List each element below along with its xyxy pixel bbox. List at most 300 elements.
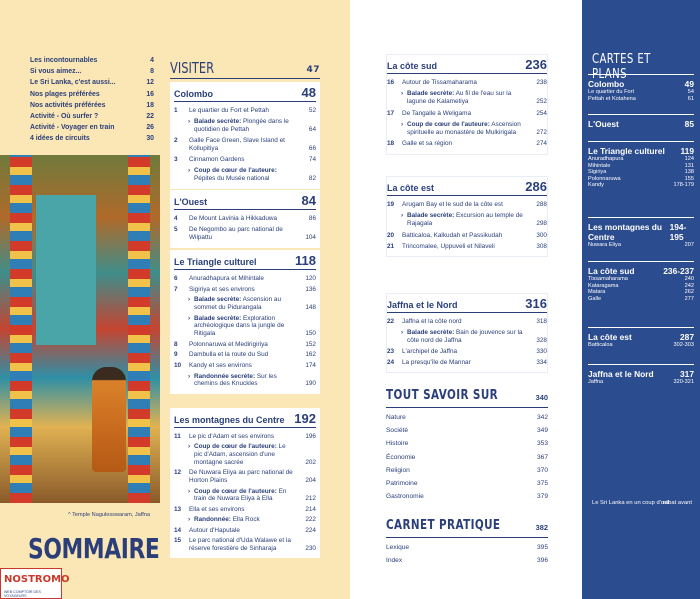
item-label: Les incontournables (30, 57, 98, 64)
index-row[interactable] (386, 541, 548, 554)
chapter-number: 11 (174, 433, 181, 440)
entry-text: De Mount Lavinia à Hikkaduwa (189, 215, 278, 222)
sub-page: 124 (684, 156, 694, 162)
chapter-entry[interactable] (174, 351, 316, 359)
entry-tag: Balade secrète: (407, 90, 455, 98)
entry-page: 238 (536, 79, 547, 86)
arrow-icon: › (188, 118, 191, 126)
intro-item[interactable] (30, 113, 154, 124)
intro-item[interactable] (30, 68, 154, 79)
map-title[interactable] (588, 332, 694, 342)
entry-text: Galle et sa région (402, 140, 453, 148)
map-page: 49 (684, 79, 694, 89)
map-page: 85 (684, 119, 694, 129)
intro-item[interactable] (30, 57, 154, 68)
section-cote-est (386, 176, 548, 257)
divider (387, 73, 547, 74)
section-title[interactable] (387, 179, 547, 194)
cartes-heading: CARTES ET PLANS (592, 52, 651, 82)
row-page: 349 (536, 427, 548, 435)
map-title[interactable] (588, 369, 694, 379)
sub-page: 178-179 (673, 182, 694, 189)
chapter-entry[interactable] (174, 107, 316, 115)
row-page: 375 (536, 480, 548, 488)
photo-caption: ^ Temple Nagulesswaram, Jaffna (68, 512, 151, 518)
intro-item[interactable] (30, 91, 154, 102)
row-label: Société (386, 427, 408, 435)
temple-wall (36, 195, 96, 345)
carnet-pratique (386, 518, 548, 567)
entry-text: Polonnaruwa et Medirigiriya (189, 340, 268, 348)
entry-text: Le quartier du Fort et Pettah (189, 107, 269, 114)
arrow-icon: › (188, 296, 191, 304)
entry-text: Ella et ses environs (189, 505, 245, 513)
entry-page: 318 (536, 318, 547, 325)
row-page: 370 (536, 466, 548, 474)
arrow-icon: › (401, 120, 404, 128)
chapter-number: 4 (174, 215, 178, 222)
entry-text: Cinnamon Gardens (189, 156, 245, 164)
middle-column (350, 0, 582, 599)
map-sub-item[interactable] (588, 289, 694, 296)
map-name: La côte sud (588, 266, 635, 276)
index-row[interactable] (386, 424, 548, 437)
entry-text: Jaffna et la côte nord (402, 318, 462, 325)
sub-label: Batticaloa (588, 342, 613, 348)
divider (386, 537, 548, 538)
entry-page: 74 (308, 156, 316, 164)
item-page: 30 (146, 135, 154, 143)
intro-item[interactable] (30, 135, 154, 146)
entry-text: Sur les chemins des Knuckles (194, 372, 277, 388)
sub-entry[interactable] (387, 90, 547, 106)
map-name: Les montagnes du Centre (588, 222, 662, 242)
sub-label: Matara (588, 289, 606, 296)
sub-label: Mihintale (588, 162, 611, 169)
row-page: 342 (536, 414, 548, 421)
chapter-number: 8 (174, 340, 178, 348)
map-title[interactable] (588, 222, 694, 242)
sub-page: 54 (687, 89, 694, 95)
map-sub-item[interactable] (588, 276, 694, 283)
temple-pillar (128, 155, 150, 503)
entry-text: En train de Nuwara Eliya à Ella (194, 487, 287, 503)
section-name: La côte sud (387, 61, 438, 71)
item-label: Activité - Où surfer ? (30, 112, 99, 120)
entry-page: 272 (536, 128, 547, 136)
chapter-number: 10 (174, 361, 182, 369)
sub-entry[interactable] (387, 329, 547, 345)
entry-page: 202 (305, 458, 316, 466)
entry-text: Arugam Bay et le sud de la côte est (402, 201, 503, 208)
sub-label: Kataragama (588, 282, 619, 289)
chapter-entry[interactable] (174, 506, 316, 514)
entry-page: 64 (308, 125, 316, 133)
intro-list (30, 57, 154, 147)
sub-entry[interactable] (174, 516, 316, 524)
section-name: L'Ouest (174, 197, 208, 207)
sub-page: 61 (687, 95, 694, 102)
chapter-number: 17 (387, 109, 395, 117)
chapter-number: 20 (387, 231, 395, 239)
section-name: Les montagnes du Centre (174, 415, 285, 425)
sub-page: 302-303 (673, 342, 694, 348)
map-sub-item[interactable] (588, 379, 694, 386)
chapter-number: 21 (387, 242, 395, 250)
entry-page: 82 (308, 175, 316, 183)
map-sub-item[interactable] (588, 182, 694, 189)
section-page: 84 (301, 193, 316, 208)
section-page: 316 (525, 296, 547, 311)
chapter-number: 15 (174, 536, 182, 544)
chapter-number: 23 (387, 347, 395, 355)
section-title[interactable] (174, 411, 316, 426)
section-colombo (170, 82, 320, 189)
entry-page: 222 (305, 516, 316, 524)
index-row[interactable] (386, 490, 548, 503)
row-page: 396 (536, 557, 548, 565)
sub-page: 138 (684, 169, 694, 176)
row-label: Lexique (386, 544, 410, 551)
item-page: 18 (146, 101, 154, 109)
map-sub-item[interactable] (588, 296, 694, 303)
chapter-entry[interactable] (387, 359, 547, 367)
entry-text: Bain de jouvence sur la côte nord de Jaffna (407, 328, 523, 344)
chapter-number: 16 (387, 79, 395, 86)
left-panel (0, 0, 160, 599)
entry-page: 196 (305, 433, 316, 440)
map-name: Colombo (588, 79, 625, 89)
sub-page: 262 (684, 289, 694, 296)
visiter-page: 47 (306, 65, 320, 75)
map-sub-item[interactable] (588, 89, 694, 96)
chapter-number: 6 (174, 275, 178, 282)
intro-item[interactable] (30, 79, 154, 90)
chapter-number: 22 (387, 318, 395, 325)
entry-text: Anuradhapura et Mihintale (189, 275, 264, 282)
index-row[interactable] (386, 451, 548, 464)
chapter-number: 24 (387, 358, 395, 366)
map-group (588, 114, 694, 129)
chapter-entry[interactable] (387, 348, 547, 356)
index-row[interactable] (386, 411, 548, 424)
item-page: 4 (150, 57, 154, 64)
item-page: 16 (146, 90, 154, 98)
entry-page: 120 (305, 275, 316, 282)
map-name: La côte est (588, 332, 632, 342)
chapter-entry[interactable] (174, 226, 316, 242)
row-page: 395 (536, 544, 548, 551)
section-cote-sud (386, 54, 548, 155)
map-sub-item[interactable] (588, 163, 694, 170)
section-page: 48 (301, 85, 316, 100)
sub-page: 207 (684, 242, 694, 248)
entry-tag: Balade secrète: (194, 296, 242, 304)
row-label: Nature (386, 414, 406, 421)
chapter-entry[interactable] (174, 137, 316, 153)
entry-tag: Balade secrète: (194, 118, 242, 126)
entry-text: Batticaloa, Kalkudah et Passikudah (402, 231, 503, 239)
chapter-number: 3 (174, 156, 178, 164)
entry-page: 152 (305, 340, 316, 348)
entry-text: Excursion au temple de Rajagala (407, 212, 523, 228)
sub-entry[interactable] (174, 373, 316, 389)
section-title[interactable] (174, 193, 316, 208)
section-title[interactable] (387, 57, 547, 72)
visiter-heading: VISITER (170, 59, 215, 77)
chapter-number: 9 (174, 351, 178, 359)
sub-entry[interactable] (174, 296, 316, 312)
chapter-entry[interactable] (174, 215, 316, 223)
item-page: 8 (150, 68, 154, 76)
entry-text: Autour d'Haputale (189, 526, 240, 534)
chapter-entry[interactable] (387, 232, 547, 240)
item-label: Nos activités préférées (30, 101, 106, 109)
entry-text: Pépites du Musée national (194, 175, 270, 183)
map-sub-item[interactable] (588, 169, 694, 176)
entry-text: Galle Face Green, Slave Island et Kollupitiya (189, 137, 285, 152)
entry-tag: Randonnée secrète: (194, 372, 256, 380)
item-label: Nos plages préférées (30, 90, 100, 98)
entry-text: Ella Rock (230, 516, 260, 524)
entry-page: 214 (305, 505, 316, 513)
footer-note[interactable] (592, 500, 692, 507)
entry-text: Dambulla et la route du Sud (189, 351, 269, 359)
sub-label: Anuradhapura (588, 156, 624, 162)
intro-item[interactable] (30, 124, 154, 135)
row-page: 379 (536, 493, 548, 501)
entry-tag: Coup de cœur de l'auteure: (194, 487, 277, 495)
chapter-entry[interactable] (174, 156, 316, 164)
arrow-icon: › (401, 328, 404, 336)
section-title[interactable] (174, 85, 316, 100)
arrow-icon: › (188, 516, 191, 524)
temple-pillar (10, 155, 32, 503)
section-name: La côte est (387, 183, 435, 193)
chapter-entry[interactable] (174, 275, 316, 283)
intro-item[interactable] (30, 102, 154, 113)
map-sub-item[interactable] (588, 176, 694, 183)
entry-text: Ascension spirituelle au monastère de Mulkirigala (407, 120, 521, 136)
entry-page: 224 (305, 526, 316, 534)
entry-page: 288 (536, 201, 547, 208)
section-page: 286 (525, 179, 547, 194)
index-row[interactable] (386, 554, 548, 567)
sub-page: 320-321 (673, 379, 694, 385)
section-jaffna (386, 293, 548, 373)
logo-name: NOSTROMO (4, 574, 70, 585)
entry-tag: Balade secrète: (407, 212, 455, 220)
index-row[interactable] (386, 477, 548, 490)
section-name: Jaffna et le Nord (387, 300, 458, 310)
chapter-entry[interactable] (174, 433, 316, 441)
sub-entry[interactable] (174, 315, 316, 338)
entry-text: L'archipel de Jaffna (402, 347, 458, 355)
map-group (588, 141, 694, 189)
map-name: Jaffna et le Nord (588, 369, 654, 379)
row-label: Patrimoine (386, 480, 418, 488)
section-page: 118 (295, 253, 316, 268)
chapter-entry[interactable] (174, 341, 316, 349)
chapter-entry[interactable] (387, 110, 547, 118)
map-sub-item[interactable] (588, 96, 694, 103)
nostromo-logo (0, 568, 70, 599)
sub-label: Tissamaharama (588, 276, 628, 282)
footer-label: Le Sri Lanka en un coup d'œil (592, 500, 669, 506)
entry-page: 252 (536, 98, 547, 106)
carnet-heading: CARNET PRATIQUE (386, 518, 501, 533)
map-group (588, 217, 694, 249)
entry-tag: Balade secrète: (194, 314, 242, 322)
page-title: SOMMAIRE (28, 532, 160, 565)
section-page: 192 (294, 411, 316, 426)
entry-text: Plongée dans le quotidien de Pettah (194, 118, 289, 133)
divider (174, 209, 316, 210)
sub-entry[interactable] (174, 443, 316, 466)
entry-text: Le pic d'Adam et ses environs (189, 433, 275, 440)
section-title[interactable] (174, 253, 316, 268)
sub-page: 242 (684, 282, 694, 289)
sub-page: 131 (684, 162, 694, 169)
chapter-number: 19 (387, 201, 395, 208)
row-page: 367 (536, 453, 548, 461)
divider (386, 407, 548, 408)
arrow-icon: › (188, 167, 191, 175)
map-title[interactable] (588, 119, 694, 129)
row-label: Index (386, 557, 403, 565)
tout-heading: TOUT SAVOIR SUR (386, 388, 499, 403)
chapter-number: 2 (174, 137, 178, 145)
map-title[interactable] (588, 266, 694, 276)
chapter-entry[interactable] (174, 286, 316, 294)
cartes-column (582, 0, 700, 599)
arrow-icon: › (401, 90, 404, 98)
divider (174, 101, 316, 102)
item-label: Si vous aimez... (30, 68, 82, 76)
map-page: 317 (680, 369, 694, 379)
row-label: Histoire (386, 440, 409, 448)
arrow-icon: › (401, 212, 404, 220)
entry-page: 162 (305, 351, 316, 359)
chapter-entry[interactable] (387, 140, 547, 148)
sub-page: 277 (684, 295, 694, 302)
sub-entry[interactable] (174, 167, 316, 183)
index-row[interactable] (386, 437, 548, 450)
chapter-number: 1 (174, 107, 178, 114)
entry-page: 330 (536, 347, 547, 355)
chapter-entry[interactable] (174, 362, 316, 370)
map-sub-item[interactable] (588, 156, 694, 163)
map-sub-item[interactable] (588, 242, 694, 249)
entry-page: 150 (305, 330, 316, 338)
item-label: 4 idées de circuits (30, 135, 90, 143)
chapter-entry[interactable] (174, 537, 316, 553)
chapter-entry[interactable] (387, 79, 547, 87)
map-sub-item[interactable] (588, 342, 694, 349)
section-name: Colombo (174, 89, 213, 99)
entry-page: 328 (536, 336, 547, 344)
chapter-entry[interactable] (174, 527, 316, 535)
sub-page: 240 (684, 276, 694, 282)
entry-page: 148 (305, 303, 316, 311)
map-sub-item[interactable] (588, 283, 694, 290)
entry-page: 254 (536, 109, 547, 117)
chapter-number: 18 (387, 140, 395, 148)
sub-entry[interactable] (387, 121, 547, 137)
map-page: 194-195 (669, 222, 687, 242)
entry-tag: Coup de cœur de l'auteure: (194, 167, 277, 175)
visiter-column (160, 0, 350, 599)
entry-text: Exploration archéologique dans la jungle de Ritigala (194, 314, 285, 338)
sub-entry[interactable] (387, 212, 547, 228)
item-page: 26 (146, 124, 154, 132)
divider (387, 195, 547, 196)
chapter-entry[interactable] (174, 469, 316, 485)
index-row[interactable] (386, 464, 548, 477)
arrow-icon: › (188, 443, 191, 451)
map-page: 119 (680, 146, 694, 156)
map-group (588, 327, 694, 349)
section-montagnes (170, 408, 320, 558)
row-label: Économie (386, 453, 416, 461)
logo-subtitle: WEB COMPTOIR DES VOYAGEURS (4, 590, 41, 598)
section-name: Le Triangle culturel (174, 257, 257, 267)
entry-page: 274 (536, 140, 547, 148)
entry-text: De Nuwara Eliya au parc national de Horton Plains (189, 469, 293, 485)
entry-text: Autour de Tissamaharama (402, 79, 477, 86)
chapter-entry[interactable] (387, 243, 547, 251)
sub-entry[interactable] (174, 118, 316, 134)
row-label: Religion (386, 466, 410, 474)
chapter-entry[interactable] (387, 201, 547, 209)
sub-label: Sigiriya (588, 169, 607, 176)
sub-entry[interactable] (174, 488, 316, 504)
entry-tag: Randonnée: (194, 516, 231, 524)
chapter-number: 7 (174, 285, 178, 293)
sub-label: Nuwara Eliya (588, 242, 621, 248)
map-name: Le Triangle culturel (588, 146, 665, 156)
chapter-number: 5 (174, 226, 178, 234)
item-label: Activité - Voyager en train (30, 124, 115, 132)
item-label: Le Sri Lanka, c'est aussi... (30, 79, 116, 87)
row-page: 353 (536, 440, 548, 448)
map-title[interactable] (588, 146, 694, 156)
map-title[interactable] (588, 79, 694, 89)
entry-tag: Coup de cœur de l'auteure: (407, 120, 490, 128)
entry-page: 308 (536, 242, 547, 250)
divider (174, 269, 316, 270)
entry-page: 230 (305, 544, 316, 552)
entry-text: De Tangalle à Weligama (402, 109, 472, 117)
divider (170, 78, 320, 79)
map-group (588, 261, 694, 302)
entry-page: 136 (305, 285, 316, 293)
tout-savoir-sur (386, 388, 548, 503)
map-page: 236-237 (663, 266, 694, 276)
chapter-entry[interactable] (387, 318, 547, 326)
map-group (588, 364, 694, 386)
chapter-number: 14 (174, 526, 182, 534)
row-label: Gastronomie (386, 493, 424, 501)
sub-label: Jaffna (588, 379, 604, 385)
entry-tag: Balade secrète: (407, 328, 455, 336)
entry-text: Le parc national d'Uda Walawe et la réserve forestière de Sinharaja (189, 536, 291, 552)
section-title[interactable] (387, 296, 547, 311)
sub-page: 155 (684, 175, 694, 182)
footer-page: rabat avant (662, 500, 692, 506)
section-page: 236 (525, 57, 547, 72)
section-ouest (170, 190, 320, 248)
